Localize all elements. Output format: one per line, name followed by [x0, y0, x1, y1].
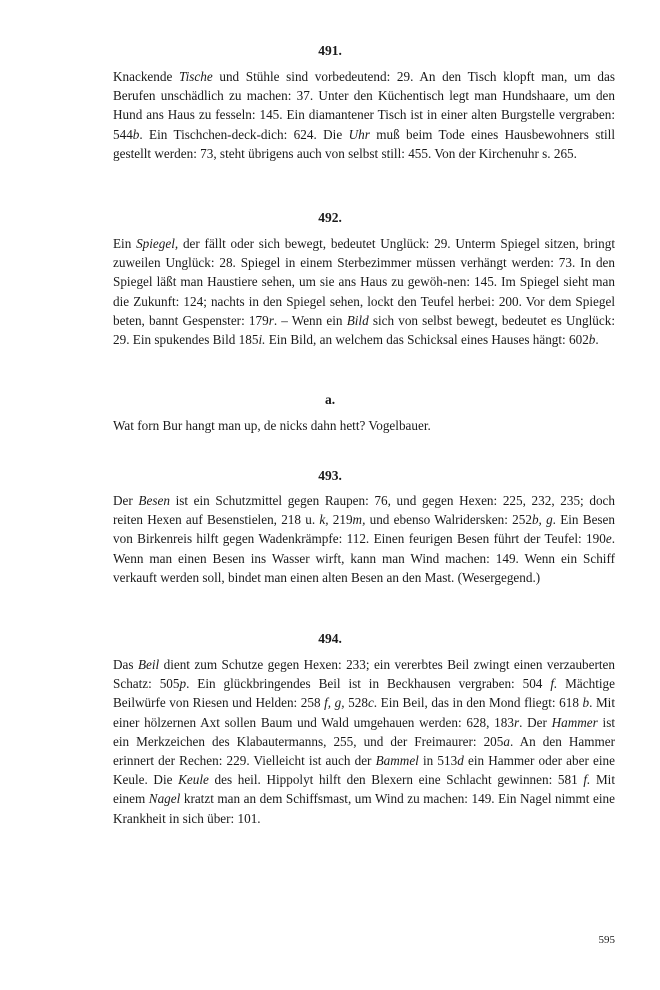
italic-term: f, g,	[324, 695, 345, 711]
text-run: Der	[113, 493, 139, 508]
italic-term: Nagel	[148, 791, 181, 807]
italic-term: b	[582, 695, 590, 711]
text-run: . An den Hammer erinnert der Rechen: 229. Vielleicht ist auch der	[113, 733, 615, 769]
text-run: 528	[344, 695, 368, 711]
italic-term: f.	[550, 676, 558, 692]
text-run: ist ein Merkzeichen des Klabautermanns, 255, und der Freimaurer: 205	[113, 714, 615, 749]
italic-term: r	[513, 714, 520, 730]
italic-term: Bild	[346, 312, 369, 328]
text-run: Mächtige Beilwürfe von Riesen und Helden: 258	[113, 676, 615, 711]
text-run: kratzt man an dem Schiffsmast, um Wind zu machen: 149. Ein Nagel nimmt eine Krankheit in sich über: 101.	[113, 791, 615, 826]
text-run: in 513	[418, 753, 458, 769]
text-run: 219	[328, 512, 353, 528]
section-heading-a: a.	[324, 392, 336, 407]
text-run: . Der	[519, 714, 552, 730]
section-text-493	[113, 491, 615, 587]
italic-term: a	[503, 733, 510, 749]
text-run: . Ein Tischchen-deck-dich: 624. Die	[139, 126, 349, 142]
italic-term: Tische	[178, 69, 213, 84]
italic-term: d	[457, 753, 464, 769]
italic-term: Spiegel,	[136, 236, 179, 251]
section-text-491	[113, 67, 615, 163]
text-run: muß beim Tode eines Hausbewohners still gestellt werden: 73, steht übrigens auch von selbst still: 455. Von der Kirchenuhr s. 265.	[113, 126, 616, 161]
italic-term: Keule	[178, 772, 209, 788]
page-number: 595	[598, 934, 615, 946]
text-run: . Ein Beil, das in den Mond fliegt: 618	[373, 695, 583, 711]
italic-term: e	[605, 531, 612, 547]
text-run: und Stühle sind vorbedeutend: 29. An den Tisch klopft man, um das Berufen unschädlich zu machen: 37. Unter den Küchentisch legt man Hundshaare, um den Hund ans Haus zu fesseln: 145. Ein diamantener Tisch ist in einer alten Burgstelle vergraben: 544	[113, 69, 615, 142]
section-heading-494: 494.	[318, 631, 342, 646]
section-heading-493: 493.	[318, 468, 342, 483]
italic-term: r	[268, 312, 274, 328]
italic-term: Beil	[137, 657, 160, 672]
italic-term: m,	[352, 512, 366, 528]
text-run: . Mit einer hölzernen Axt sollen Baum und Wald umgehauen werden: 628, 183	[113, 695, 616, 730]
section-heading-491: 491.	[318, 43, 342, 58]
text-run: Ein	[113, 236, 137, 251]
text-run: Ein Bild, an welchem das Schicksal eines Hauses hängt: 602	[265, 332, 589, 348]
italic-term: i.	[258, 332, 266, 348]
text-run: dient zum Schutze gegen Hexen: 233; ein vererbtes Beil zwingt einen verzauberten Schatz: 505	[113, 657, 615, 692]
text-run: Knackende	[113, 69, 179, 84]
section-heading-492: 492.	[318, 210, 342, 225]
text-run: des heil. Hippolyt hilft den Blexern eine Schlacht gewinnen: 581	[208, 772, 584, 788]
text-run: . Wenn man einen Besen ins Wasser wirft, kann man Wind machen: 149. Wenn ein Schiff verkauft werden soll, bindet man einen alten Besen an den Mast. (Wesergegend.)	[113, 531, 615, 585]
text-run: .	[595, 332, 599, 348]
section-text-a	[113, 416, 615, 435]
text-run: sich von selbst bewegt, bedeutet es Unglück: 29. Ein spukendes Bild 185	[113, 312, 615, 348]
italic-term: k,	[319, 512, 329, 528]
text-run: und ebenso Walridersken: 252	[365, 512, 532, 528]
italic-term: b	[132, 126, 140, 142]
italic-term: Bammel	[375, 753, 419, 769]
italic-term: Besen	[138, 493, 170, 508]
italic-term: f.	[583, 772, 591, 788]
italic-term: Uhr	[348, 126, 370, 142]
italic-term: Hammer	[551, 714, 598, 730]
text-run: . – Wenn ein	[273, 312, 347, 328]
section-text-492	[113, 234, 615, 349]
text-run: Das	[113, 657, 138, 672]
text-run: Wat forn Bur hangt man up, de nicks dahn hett? Vogelbauer.	[113, 418, 431, 433]
text-run: Mit einem	[113, 772, 615, 807]
italic-term: b	[588, 332, 596, 348]
text-run: ist ein Schutzmittel gegen Raupen: 76, und gegen Hexen: 225, 232, 235; doch reiten Hexen auf Besenstielen, 218 u.	[113, 493, 615, 528]
italic-term: b, g	[531, 512, 553, 528]
italic-term: p	[179, 676, 187, 692]
text-run: der fällt oder sich bewegt, bedeutet Unglück: 29. Unterm Spiegel sitzen, bringt zuweilen Unglück: 28. Spiegel in einem Sterbezimmer müssen verhängt werden: 73. In den Spiegel läßt man Haustiere sehen, um sie ans Haus zu gewöh-nen: 145. Im Spiegel sieht man die Zukunft: 124; nachts in den Spiegel sehen, lockt den Teufel herbei: 200. Vor dem Spiegel beten, bannt Gespenster: 179	[113, 236, 615, 328]
text-run: . Ein Besen von Birkenreis hilft gegen Wadenkrämpfe: 112. Einen feurigen Besen führt der Teufel: 190	[113, 512, 615, 547]
italic-term: c	[367, 695, 374, 711]
section-text-494	[113, 655, 615, 828]
text-run: . Ein glückbringendes Beil ist in Beckhausen vergraben: 504	[186, 676, 551, 692]
text-run: ein Hammer oder aber eine Keule. Die	[113, 753, 615, 788]
